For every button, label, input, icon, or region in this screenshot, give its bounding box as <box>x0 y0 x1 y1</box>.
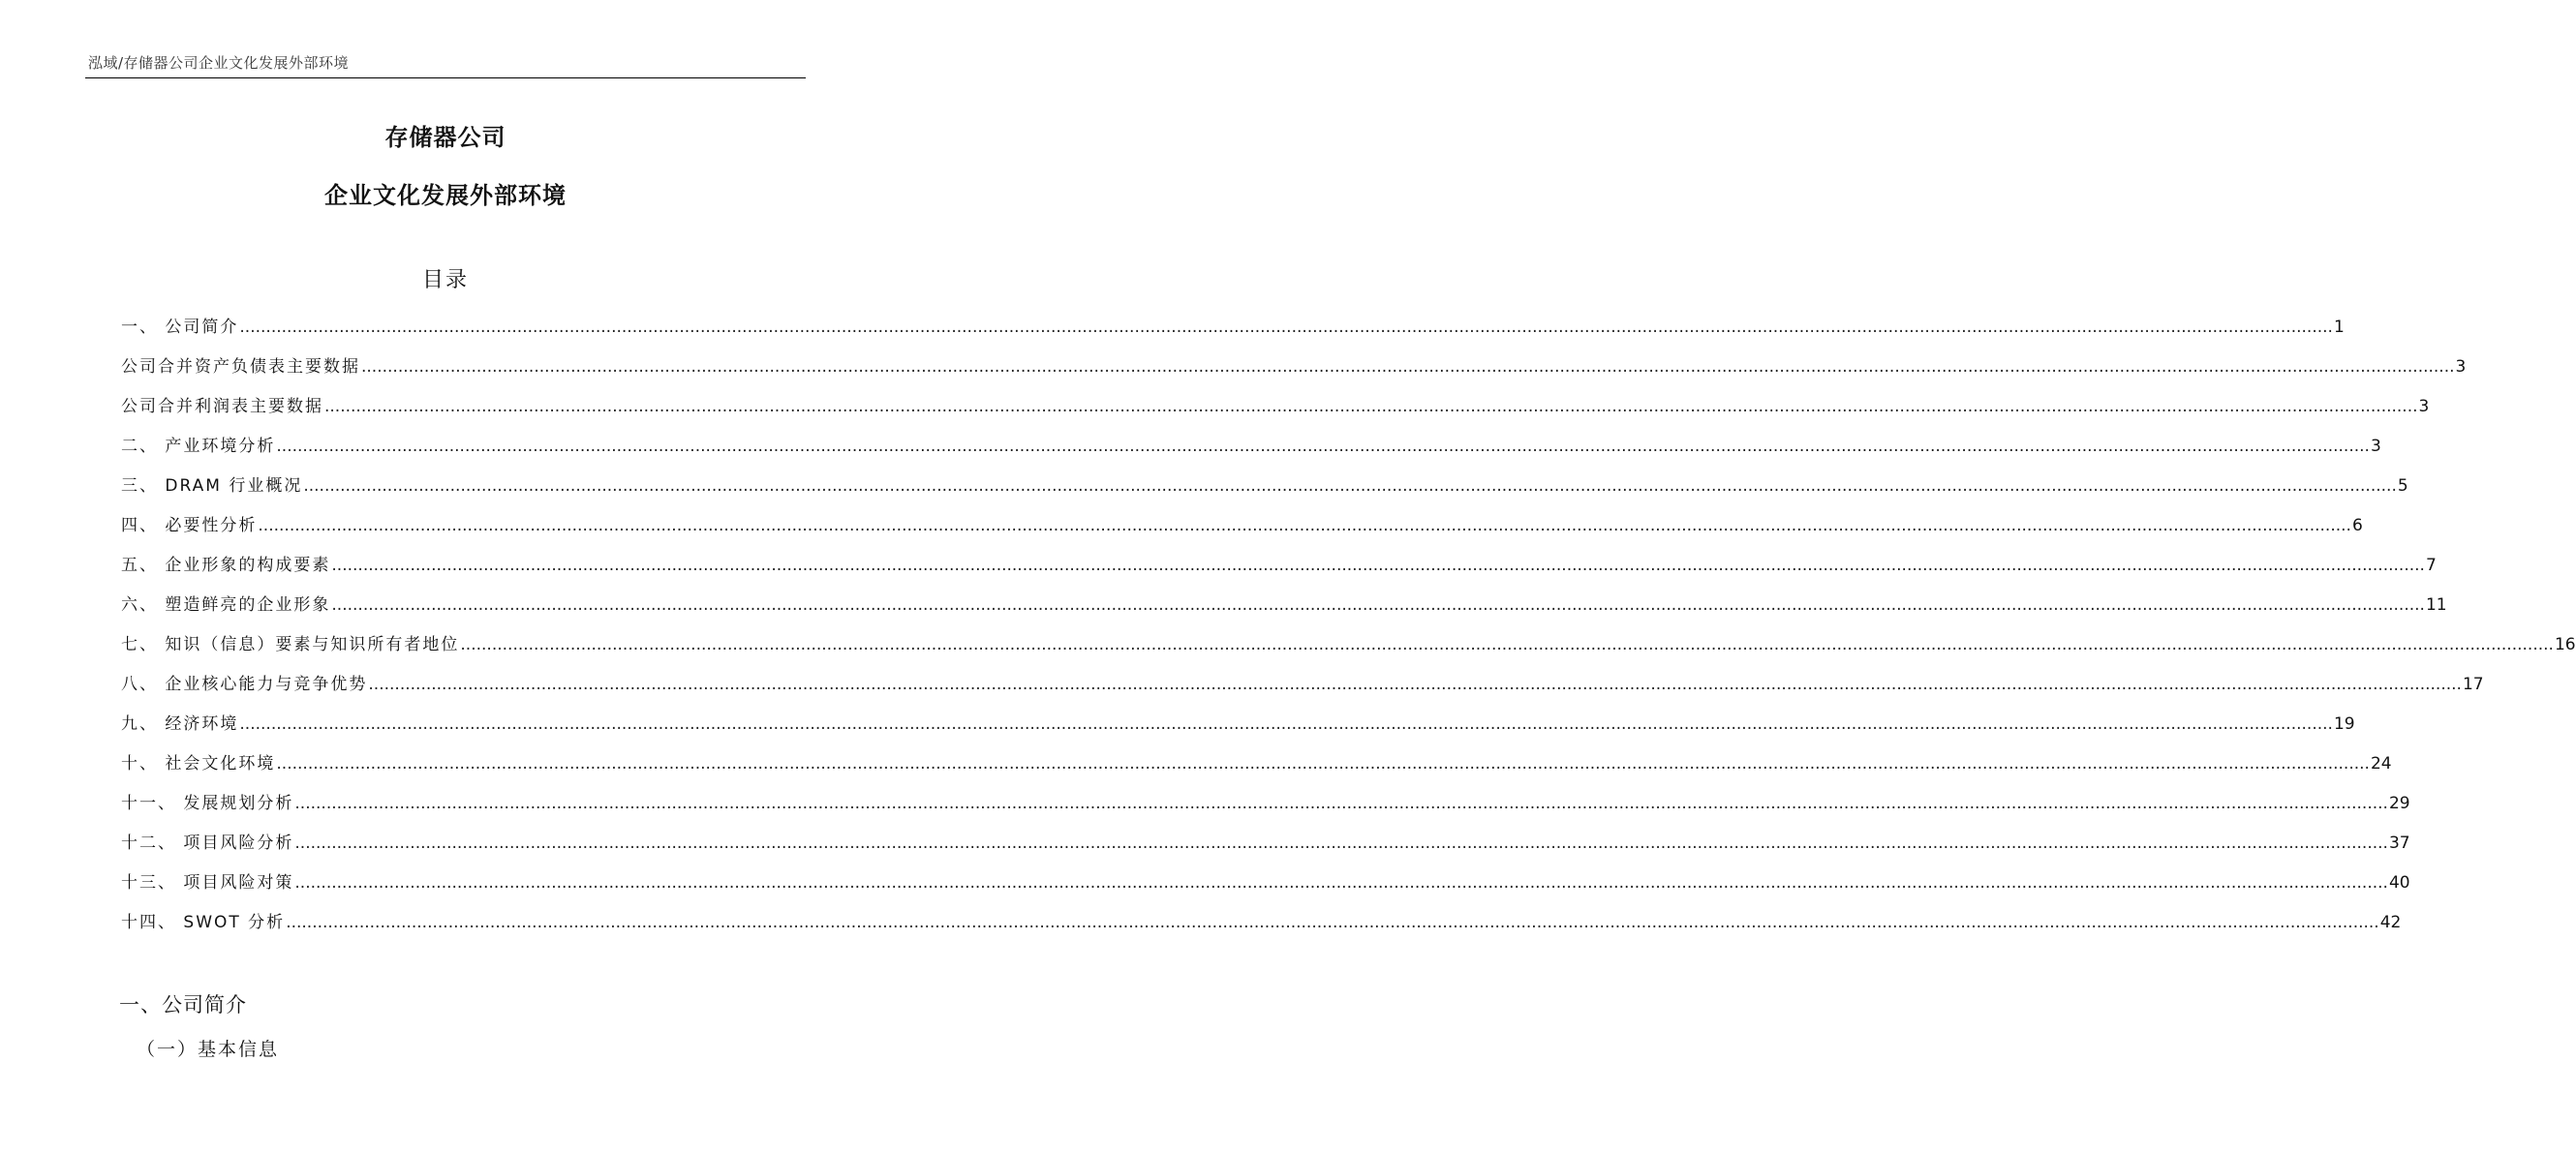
toc-entry[interactable] <box>121 908 2402 948</box>
running-header: 泓域/存储器公司企业文化发展外部环境 <box>88 54 350 72</box>
toc-entry-page-number: 3 <box>2418 397 2430 416</box>
table-of-contents <box>121 313 2576 948</box>
toc-entry[interactable] <box>121 670 2484 710</box>
toc-entry-label: 十四、 SWOT 分析 <box>121 913 286 932</box>
toc-dot-leader: ................................................................................................................................................................................................................................................................................................................................................................................................................ <box>331 556 2425 575</box>
toc-entry-label: 十、 社会文化环境 <box>121 754 276 774</box>
toc-dot-leader: ................................................................................................................................................................................................................................................................................................................................................................................................................ <box>303 476 2397 496</box>
toc-entry-label: 一、 公司简介 <box>121 318 239 337</box>
toc-dot-leader: ................................................................................................................................................................................................................................................................................................................................................................................................................ <box>460 635 2554 654</box>
toc-entry-label: 七、 知识（信息）要素与知识所有者地位 <box>121 635 460 654</box>
toc-entry[interactable] <box>121 710 2355 749</box>
subsection-heading: （一）基本信息 <box>137 1039 280 1060</box>
toc-entry-page-number: 11 <box>2425 595 2447 615</box>
toc-entry-page-number: 42 <box>2379 913 2402 932</box>
toc-entry-label: 四、 必要性分析 <box>121 516 258 535</box>
header-rule <box>85 77 806 78</box>
toc-entry[interactable] <box>121 630 2576 670</box>
toc-entry-page-number: 3 <box>2455 357 2467 377</box>
toc-dot-leader: ................................................................................................................................................................................................................................................................................................................................................................................................................ <box>286 913 2379 932</box>
toc-entry-page-number: 19 <box>2333 714 2355 734</box>
toc-entry-label: 公司合并利润表主要数据 <box>121 397 323 416</box>
toc-entry-label: 九、 经济环境 <box>121 714 239 734</box>
toc-entry-page-number: 3 <box>2370 437 2381 456</box>
toc-entry-label: 五、 企业形象的构成要素 <box>121 556 331 575</box>
toc-entry-label: 十二、 项目风险分析 <box>121 834 294 853</box>
toc-dot-leader: ................................................................................................................................................................................................................................................................................................................................................................................................................ <box>258 516 2351 535</box>
toc-entry[interactable] <box>121 511 2363 551</box>
toc-dot-leader: ................................................................................................................................................................................................................................................................................................................................................................................................................ <box>331 595 2425 615</box>
toc-entry-page-number: 1 <box>2333 318 2345 337</box>
toc-entry[interactable] <box>121 471 2408 511</box>
toc-entry-page-number: 17 <box>2462 675 2484 694</box>
toc-dot-leader: ................................................................................................................................................................................................................................................................................................................................................................................................................ <box>276 437 2370 456</box>
toc-entry-label: 公司合并资产负债表主要数据 <box>121 357 360 377</box>
toc-entry-label: 二、 产业环境分析 <box>121 437 276 456</box>
toc-entry[interactable] <box>121 392 2430 432</box>
toc-dot-leader: ................................................................................................................................................................................................................................................................................................................................................................................................................ <box>276 754 2370 774</box>
toc-entry[interactable] <box>121 551 2437 591</box>
toc-dot-leader: ................................................................................................................................................................................................................................................................................................................................................................................................................ <box>294 794 2388 813</box>
toc-heading: 目录 <box>421 268 469 292</box>
toc-entry-page-number: 6 <box>2351 516 2363 535</box>
toc-dot-leader: ................................................................................................................................................................................................................................................................................................................................................................................................................ <box>361 357 2455 377</box>
toc-entry-label: 六、 塑造鲜亮的企业形象 <box>121 595 331 615</box>
document-title-line1: 存储器公司 <box>384 124 506 151</box>
toc-entry-label: 十一、 发展规划分析 <box>121 794 294 813</box>
toc-entry-label: 三、 DRAM 行业概况 <box>121 476 303 496</box>
toc-entry[interactable] <box>121 868 2410 908</box>
toc-entry-page-number: 37 <box>2388 834 2410 853</box>
toc-entry-page-number: 16 <box>2554 635 2576 654</box>
section-heading: 一、公司简介 <box>119 993 247 1016</box>
toc-entry[interactable] <box>121 352 2467 392</box>
document-title-line2: 企业文化发展外部环境 <box>324 182 567 209</box>
toc-entry-page-number: 5 <box>2397 476 2408 496</box>
toc-entry[interactable] <box>121 789 2410 829</box>
toc-entry-page-number: 29 <box>2388 794 2410 813</box>
toc-dot-leader: ................................................................................................................................................................................................................................................................................................................................................................................................................ <box>294 834 2388 853</box>
toc-entry-page-number: 40 <box>2388 873 2410 893</box>
toc-dot-leader: ................................................................................................................................................................................................................................................................................................................................................................................................................ <box>368 675 2462 694</box>
toc-entry[interactable] <box>121 829 2410 868</box>
toc-entry[interactable] <box>121 432 2381 471</box>
toc-dot-leader: ................................................................................................................................................................................................................................................................................................................................................................................................................ <box>239 714 2333 734</box>
toc-dot-leader: ................................................................................................................................................................................................................................................................................................................................................................................................................ <box>324 397 2418 416</box>
toc-entry-label: 十三、 项目风险对策 <box>121 873 294 893</box>
toc-entry[interactable] <box>121 591 2447 630</box>
toc-dot-leader: ................................................................................................................................................................................................................................................................................................................................................................................................................ <box>239 318 2333 337</box>
toc-entry[interactable] <box>121 313 2345 352</box>
toc-entry-page-number: 7 <box>2425 556 2437 575</box>
toc-entry-label: 八、 企业核心能力与竞争优势 <box>121 675 368 694</box>
toc-entry[interactable] <box>121 749 2392 789</box>
toc-dot-leader: ................................................................................................................................................................................................................................................................................................................................................................................................................ <box>294 873 2388 893</box>
toc-entry-page-number: 24 <box>2370 754 2392 774</box>
